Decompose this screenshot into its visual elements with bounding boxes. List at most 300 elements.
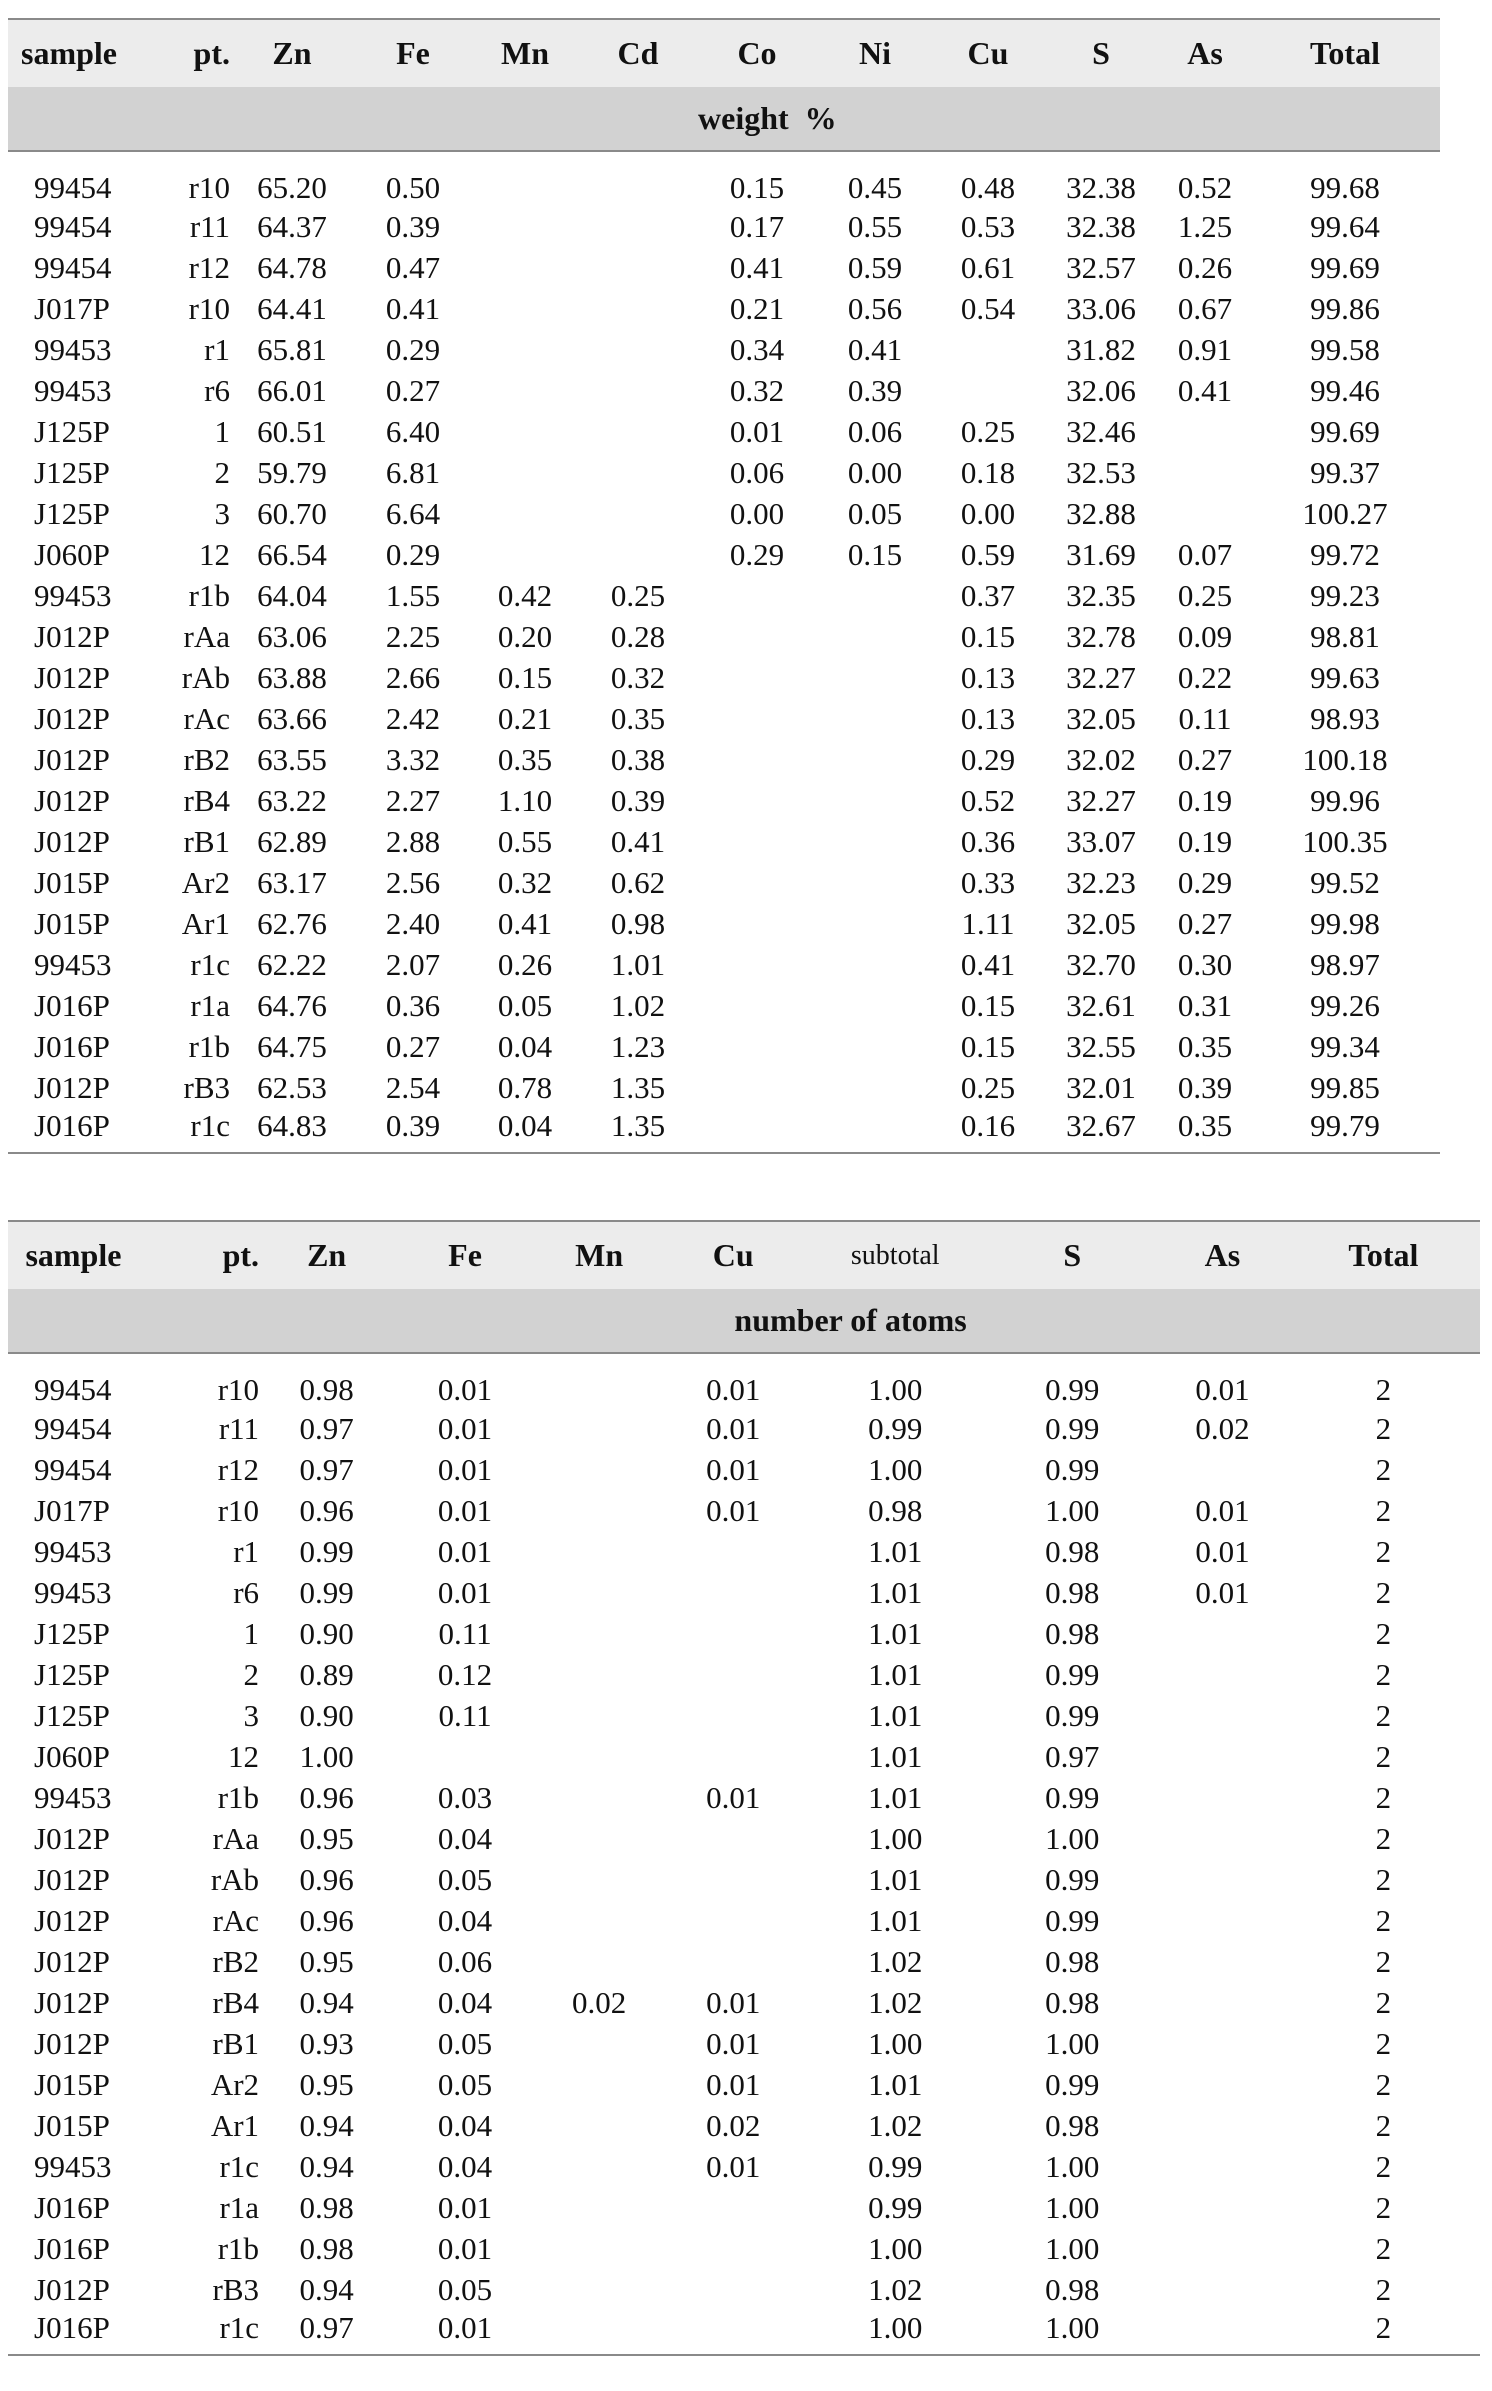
table-cell (816, 1067, 934, 1108)
table-cell: 0.96 (299, 1861, 354, 1897)
table-cell: 62.53 (257, 1069, 327, 1105)
unit-label-weight: weight % (698, 100, 837, 136)
table-cell: 1.01 (868, 1902, 923, 1938)
table-cell (472, 247, 578, 288)
table-cell: 99454 (34, 1410, 112, 1446)
table-cell: 32.27 (1066, 782, 1136, 818)
table-cell: 1.00 (1045, 2148, 1100, 2184)
table-cell: 0.99 (299, 1533, 354, 1569)
table-cell: 99453 (34, 331, 112, 367)
table-cell: 0.02 (706, 2107, 761, 2143)
table-row (8, 2146, 1480, 2187)
table-row (8, 2064, 1480, 2105)
table-row (8, 411, 1440, 452)
table-cell: J125P (34, 1697, 110, 1733)
table-cell: 32.88 (1066, 495, 1136, 531)
table-cell: J012P (34, 2025, 110, 2061)
table-cell (578, 452, 698, 493)
table-row (8, 206, 1440, 247)
table-cell: 0.01 (437, 2230, 493, 2266)
table-cell: 0.27 (385, 372, 441, 408)
table-cell: 2.56 (385, 864, 441, 900)
table-row (8, 1982, 1480, 2023)
table-cell (816, 985, 934, 1026)
col-header-zn: Zn (272, 35, 312, 71)
table-cell: 1.10 (497, 782, 553, 818)
table-row (8, 1818, 1480, 1859)
table-row (8, 1026, 1440, 1067)
table-cell (536, 1941, 663, 1982)
table-cell: 0.98 (1045, 1533, 1100, 1569)
table-cell: r1c (190, 946, 230, 982)
table-cell: 0.98 (868, 1492, 923, 1528)
table-cell: 1 (243, 1615, 260, 1651)
table-cell (536, 2310, 663, 2355)
table-cell: 99.69 (1310, 249, 1380, 285)
atoms-table-unit-row (8, 1289, 1480, 1353)
table-cell: 100.18 (1302, 741, 1388, 777)
table-cell: 32.53 (1066, 454, 1136, 490)
table-cell: 1.01 (868, 1615, 923, 1651)
table-cell: rB3 (183, 1069, 230, 1105)
table-cell: J012P (34, 1943, 110, 1979)
table-cell: 1.01 (868, 1574, 923, 1610)
table-cell: 2 (1375, 2066, 1392, 2102)
table-cell: 0.25 (960, 1069, 1016, 1105)
table-cell (472, 452, 578, 493)
table-cell: 0.05 (437, 2066, 493, 2102)
table-cell (698, 903, 816, 944)
table-cell: 99.96 (1310, 782, 1380, 818)
table-cell: 99.37 (1310, 454, 1380, 490)
table-cell: 2 (1375, 1533, 1392, 1569)
table-cell: 65.20 (257, 170, 327, 205)
table-cell (698, 944, 816, 985)
table-cell: 2 (1375, 1656, 1392, 1692)
table-cell (536, 1572, 663, 1613)
table-cell (1158, 2023, 1287, 2064)
table-cell (1158, 2310, 1287, 2355)
table-cell: 0.04 (437, 1902, 493, 1938)
table-cell: 2 (1375, 2025, 1392, 2061)
atoms-table-body (8, 1353, 1480, 2355)
table-cell: 2.25 (385, 618, 441, 654)
table-row (8, 1067, 1440, 1108)
table-cell: 1.02 (610, 987, 666, 1023)
table-cell: 2 (1375, 2148, 1392, 2184)
table-cell: 0.29 (385, 331, 441, 367)
table-cell: 2.27 (385, 782, 441, 818)
table-row (8, 288, 1440, 329)
table-cell: 1.00 (868, 2230, 923, 2266)
table-cell: 0.04 (437, 2148, 493, 2184)
table-cell (472, 288, 578, 329)
table-cell: 0.00 (729, 495, 785, 531)
table-cell: J016P (34, 1028, 110, 1064)
table-cell: r1b (217, 1779, 260, 1815)
table-cell: 99454 (34, 249, 112, 285)
table-cell: 32.67 (1066, 1108, 1136, 1143)
table-cell: 99.23 (1310, 577, 1380, 613)
weight-table-header-row (8, 19, 1440, 87)
table-cell: 0.94 (299, 2271, 354, 2307)
table-cell: 0.95 (299, 1820, 354, 1856)
table-cell: 99.86 (1310, 290, 1380, 326)
table-cell (536, 1613, 663, 1654)
table-cell: 32.27 (1066, 659, 1136, 695)
table-cell: 0.94 (299, 1984, 354, 2020)
table-cell: 0.35 (610, 700, 666, 736)
table-cell: 0.01 (706, 1779, 761, 1815)
table-cell (1158, 2146, 1287, 2187)
table-cell: 0.27 (385, 1028, 441, 1064)
atoms-table-header-row (8, 1221, 1480, 1289)
table-cell: 32.06 (1066, 372, 1136, 408)
table-cell (472, 370, 578, 411)
table-cell: 2 (1375, 1738, 1392, 1774)
table-cell (662, 1654, 804, 1695)
table-cell: 33.07 (1066, 823, 1136, 859)
table-cell: r1 (204, 331, 230, 367)
table-cell: 2 (1375, 1451, 1392, 1487)
table-cell: 0.89 (299, 1656, 354, 1692)
table-cell: 31.82 (1066, 331, 1136, 367)
table-cell: 0.41 (960, 946, 1016, 982)
table-row (8, 2105, 1480, 2146)
table-cell: J012P (34, 1820, 110, 1856)
table-cell (536, 1736, 663, 1777)
table-cell: 0.41 (1177, 372, 1233, 408)
table-cell: 0.94 (299, 2148, 354, 2184)
table-cell: 0.11 (438, 1615, 492, 1651)
table-cell: 99453 (34, 1779, 112, 1815)
table-cell (536, 1900, 663, 1941)
table-cell (698, 862, 816, 903)
table-cell: 0.93 (299, 2025, 354, 2061)
table-cell (1158, 1654, 1287, 1695)
table-cell: 0.16 (960, 1108, 1016, 1143)
table-cell: J125P (34, 495, 110, 531)
table-cell (536, 1449, 663, 1490)
table-cell (536, 2064, 663, 2105)
table-cell: 100.27 (1302, 495, 1388, 531)
table-cell (1158, 1982, 1287, 2023)
col-header-sample: sample (25, 1237, 122, 1273)
table-cell: rAc (212, 1902, 260, 1938)
table-cell: 0.96 (299, 1492, 354, 1528)
table-cell: r1a (219, 2189, 260, 2225)
table-cell (536, 1654, 663, 1695)
table-cell: 0.01 (706, 1410, 761, 1446)
table-cell: rAb (181, 659, 230, 695)
table-cell: J016P (34, 2310, 110, 2345)
table-cell (698, 657, 816, 698)
table-cell: 100.35 (1302, 823, 1388, 859)
col-header-subtotal: subtotal (850, 1239, 940, 1271)
table-row (8, 1408, 1480, 1449)
col-header-cu: Cu (967, 35, 1009, 71)
table-cell: 98.97 (1310, 946, 1380, 982)
table-cell: 0.78 (497, 1069, 553, 1105)
table-cell (1158, 2105, 1287, 2146)
table-cell: 0.01 (1195, 1492, 1250, 1528)
table-cell: 60.51 (257, 413, 327, 449)
table-cell: 64.76 (257, 987, 327, 1023)
table-cell (578, 151, 698, 206)
table-cell (816, 616, 934, 657)
table-cell (472, 151, 578, 206)
table-cell: 0.18 (960, 454, 1016, 490)
table-cell: 0.11 (438, 1697, 492, 1733)
table-cell: 99.72 (1310, 536, 1380, 572)
table-cell: 0.97 (299, 2310, 354, 2345)
table-cell: 0.36 (385, 987, 441, 1023)
table-cell: J060P (34, 1738, 110, 1774)
table-cell: r1 (233, 1533, 260, 1569)
table-cell: 59.79 (257, 454, 327, 490)
table-cell: 0.55 (497, 823, 553, 859)
table-cell: 0.04 (497, 1028, 553, 1064)
table-cell: 0.54 (960, 290, 1016, 326)
table-cell: 0.27 (1177, 905, 1233, 941)
table-cell: 1.00 (1045, 2230, 1100, 2266)
table-cell: 0.15 (960, 987, 1016, 1023)
table-cell: 64.75 (257, 1028, 327, 1064)
table-row (8, 1572, 1480, 1613)
table-cell (578, 411, 698, 452)
table-cell: 32.05 (1066, 905, 1136, 941)
table-cell (662, 2187, 804, 2228)
table-cell: J017P (34, 290, 110, 326)
table-cell: 0.94 (299, 2107, 354, 2143)
table-cell: 2.42 (385, 700, 441, 736)
table-cell: 0.05 (437, 2025, 493, 2061)
col-header-pt: pt. (222, 1237, 260, 1273)
table-row (8, 1859, 1480, 1900)
table-cell: 0.50 (385, 170, 441, 205)
table-cell: 0.38 (610, 741, 666, 777)
table-cell (816, 780, 934, 821)
table-cell: 0.01 (729, 413, 785, 449)
col-header-mn: Mn (575, 1237, 624, 1273)
table-cell (662, 2310, 804, 2355)
table-cell (698, 780, 816, 821)
table-cell (1158, 2064, 1287, 2105)
table-row (8, 780, 1440, 821)
table-cell (816, 698, 934, 739)
table-cell: 2 (1375, 1697, 1392, 1733)
table-cell: 0.01 (437, 2310, 493, 2345)
table-cell: 0.01 (1195, 1574, 1250, 1610)
table-cell (698, 1026, 816, 1067)
table-cell: Ar1 (210, 2107, 260, 2143)
table-cell: 0.01 (1195, 1372, 1250, 1407)
table-cell: 99.58 (1310, 331, 1380, 367)
table-cell (472, 329, 578, 370)
table-row (8, 2310, 1480, 2355)
table-cell: 0.02 (1195, 1410, 1250, 1446)
table-cell: 1.35 (610, 1108, 666, 1143)
table-row (8, 739, 1440, 780)
table-cell: 0.61 (960, 249, 1016, 285)
table-cell: 33.06 (1066, 290, 1136, 326)
table-cell: J060P (34, 536, 110, 572)
table-cell: 0.55 (847, 208, 903, 244)
table-cell: 0.29 (1177, 864, 1233, 900)
table-cell: 3 (243, 1697, 260, 1733)
table-cell (662, 1695, 804, 1736)
table-cell: J012P (34, 618, 110, 654)
table-cell: 0.98 (299, 2189, 354, 2225)
col-header-as: As (1204, 1237, 1241, 1273)
table-cell: 1.23 (610, 1028, 666, 1064)
table-cell: 0.99 (1045, 1861, 1100, 1897)
table-cell: J016P (34, 2189, 110, 2225)
table-cell: 0.99 (868, 1410, 923, 1446)
table-cell: 1.00 (868, 2310, 923, 2345)
table-cell: J012P (34, 700, 110, 736)
table-cell: rB4 (183, 782, 230, 818)
table-cell: 99453 (34, 372, 112, 408)
table-cell (662, 1572, 804, 1613)
table-cell: 99.52 (1310, 864, 1380, 900)
table-cell: 62.89 (257, 823, 327, 859)
table-row (8, 1777, 1480, 1818)
table-cell: 0.26 (1177, 249, 1233, 285)
table-cell (816, 1026, 934, 1067)
table-cell: 0.39 (610, 782, 666, 818)
table-cell: 1.00 (868, 2025, 923, 2061)
table-cell: 0.99 (868, 2189, 923, 2225)
table-cell: r1c (190, 1108, 230, 1143)
table-cell: 0.15 (729, 170, 785, 205)
table-cell: 99.85 (1310, 1069, 1380, 1105)
table-cell: 2 (1375, 1372, 1392, 1407)
table-cell: 0.90 (299, 1615, 354, 1651)
atoms-table (8, 1220, 1480, 2356)
table-row (8, 1654, 1480, 1695)
table-cell: 0.39 (385, 1108, 441, 1143)
table-cell: 0.52 (960, 782, 1016, 818)
table-cell: 1.01 (868, 1533, 923, 1569)
table-cell (698, 698, 816, 739)
table-cell (662, 1900, 804, 1941)
table-row (8, 2187, 1480, 2228)
table-cell: 99453 (34, 946, 112, 982)
table-cell: 99453 (34, 2148, 112, 2184)
table-cell: J012P (34, 2271, 110, 2307)
table-cell: 1.02 (868, 2271, 923, 2307)
table-row (8, 329, 1440, 370)
table-cell: r1b (217, 2230, 260, 2266)
table-cell: 1.01 (868, 1656, 923, 1692)
col-header-mn: Mn (501, 35, 549, 71)
table-cell: 0.07 (1177, 536, 1233, 572)
table-cell: 0.05 (847, 495, 903, 531)
table-cell: 0.29 (960, 741, 1016, 777)
table-cell (698, 616, 816, 657)
table-cell: r10 (188, 170, 230, 205)
table-cell: 0.33 (960, 864, 1016, 900)
table-cell: 0.13 (960, 659, 1016, 695)
table-cell: 0.01 (437, 1574, 493, 1610)
table-row (8, 1695, 1480, 1736)
table-cell: 2 (1375, 1779, 1392, 1815)
table-cell: J012P (34, 741, 110, 777)
table-cell: 0.13 (960, 700, 1016, 736)
table-cell: 0.41 (610, 823, 666, 859)
table-cell: 64.83 (257, 1108, 327, 1143)
table-cell: 0.32 (610, 659, 666, 695)
table-cell: 1.01 (868, 2066, 923, 2102)
table-cell: 0.22 (1177, 659, 1233, 695)
table-cell: 0.98 (1045, 2271, 1100, 2307)
table-cell: 99453 (34, 1533, 112, 1569)
table-cell (578, 206, 698, 247)
table-cell: rB3 (212, 2271, 260, 2307)
table-cell: 63.06 (257, 618, 327, 654)
table-cell: r1c (219, 2148, 260, 2184)
table-cell (536, 2269, 663, 2310)
col-header-total: Total (1310, 35, 1380, 71)
col-header-s: S (1092, 35, 1110, 71)
table-row (8, 534, 1440, 575)
table-cell: 99454 (34, 170, 112, 205)
unit-label-atoms: number of atoms (734, 1302, 967, 1338)
table-cell (578, 288, 698, 329)
table-cell: 2.54 (385, 1069, 441, 1105)
table-cell: rB4 (212, 1984, 260, 2020)
table-cell: 0.19 (1177, 823, 1233, 859)
table-cell: r1a (190, 987, 230, 1023)
table-cell: 0.36 (960, 823, 1016, 859)
table-cell: 0.62 (610, 864, 666, 900)
table-cell: 99453 (34, 1574, 112, 1610)
table-cell: 0.12 (437, 1656, 493, 1692)
table-cell (1158, 1941, 1287, 1982)
table-cell: 0.41 (497, 905, 553, 941)
table-cell (1158, 1818, 1287, 1859)
table-cell: 0.04 (497, 1108, 553, 1143)
table-cell: 0.29 (385, 536, 441, 572)
table-cell: 32.01 (1066, 1069, 1136, 1105)
table-cell: 0.95 (299, 2066, 354, 2102)
table-cell: rB2 (183, 741, 230, 777)
table-cell: 64.37 (257, 208, 327, 244)
col-header-co: Co (737, 35, 777, 71)
table-cell: 2 (1375, 1902, 1392, 1938)
table-cell: 1.00 (1045, 2025, 1100, 2061)
table-cell: J125P (34, 413, 110, 449)
table-cell: 1.01 (868, 1738, 923, 1774)
table-cell (536, 1353, 663, 1408)
table-cell: 99454 (34, 1451, 112, 1487)
table-cell: 99.79 (1310, 1108, 1380, 1143)
table-cell: 32.23 (1066, 864, 1136, 900)
table-cell: 64.78 (257, 249, 327, 285)
table-cell: r1c (219, 2310, 260, 2345)
table-cell: 1.55 (385, 577, 441, 613)
table-cell: rAa (212, 1820, 260, 1856)
table-cell: 1 (214, 413, 230, 449)
table-cell (698, 1067, 816, 1108)
table-cell: 0.04 (437, 1984, 493, 2020)
table-cell: J012P (34, 823, 110, 859)
table-cell: r10 (217, 1372, 260, 1407)
table-cell: 0.34 (729, 331, 785, 367)
table-cell: 0.97 (299, 1410, 354, 1446)
table-cell: 2 (1375, 1574, 1392, 1610)
